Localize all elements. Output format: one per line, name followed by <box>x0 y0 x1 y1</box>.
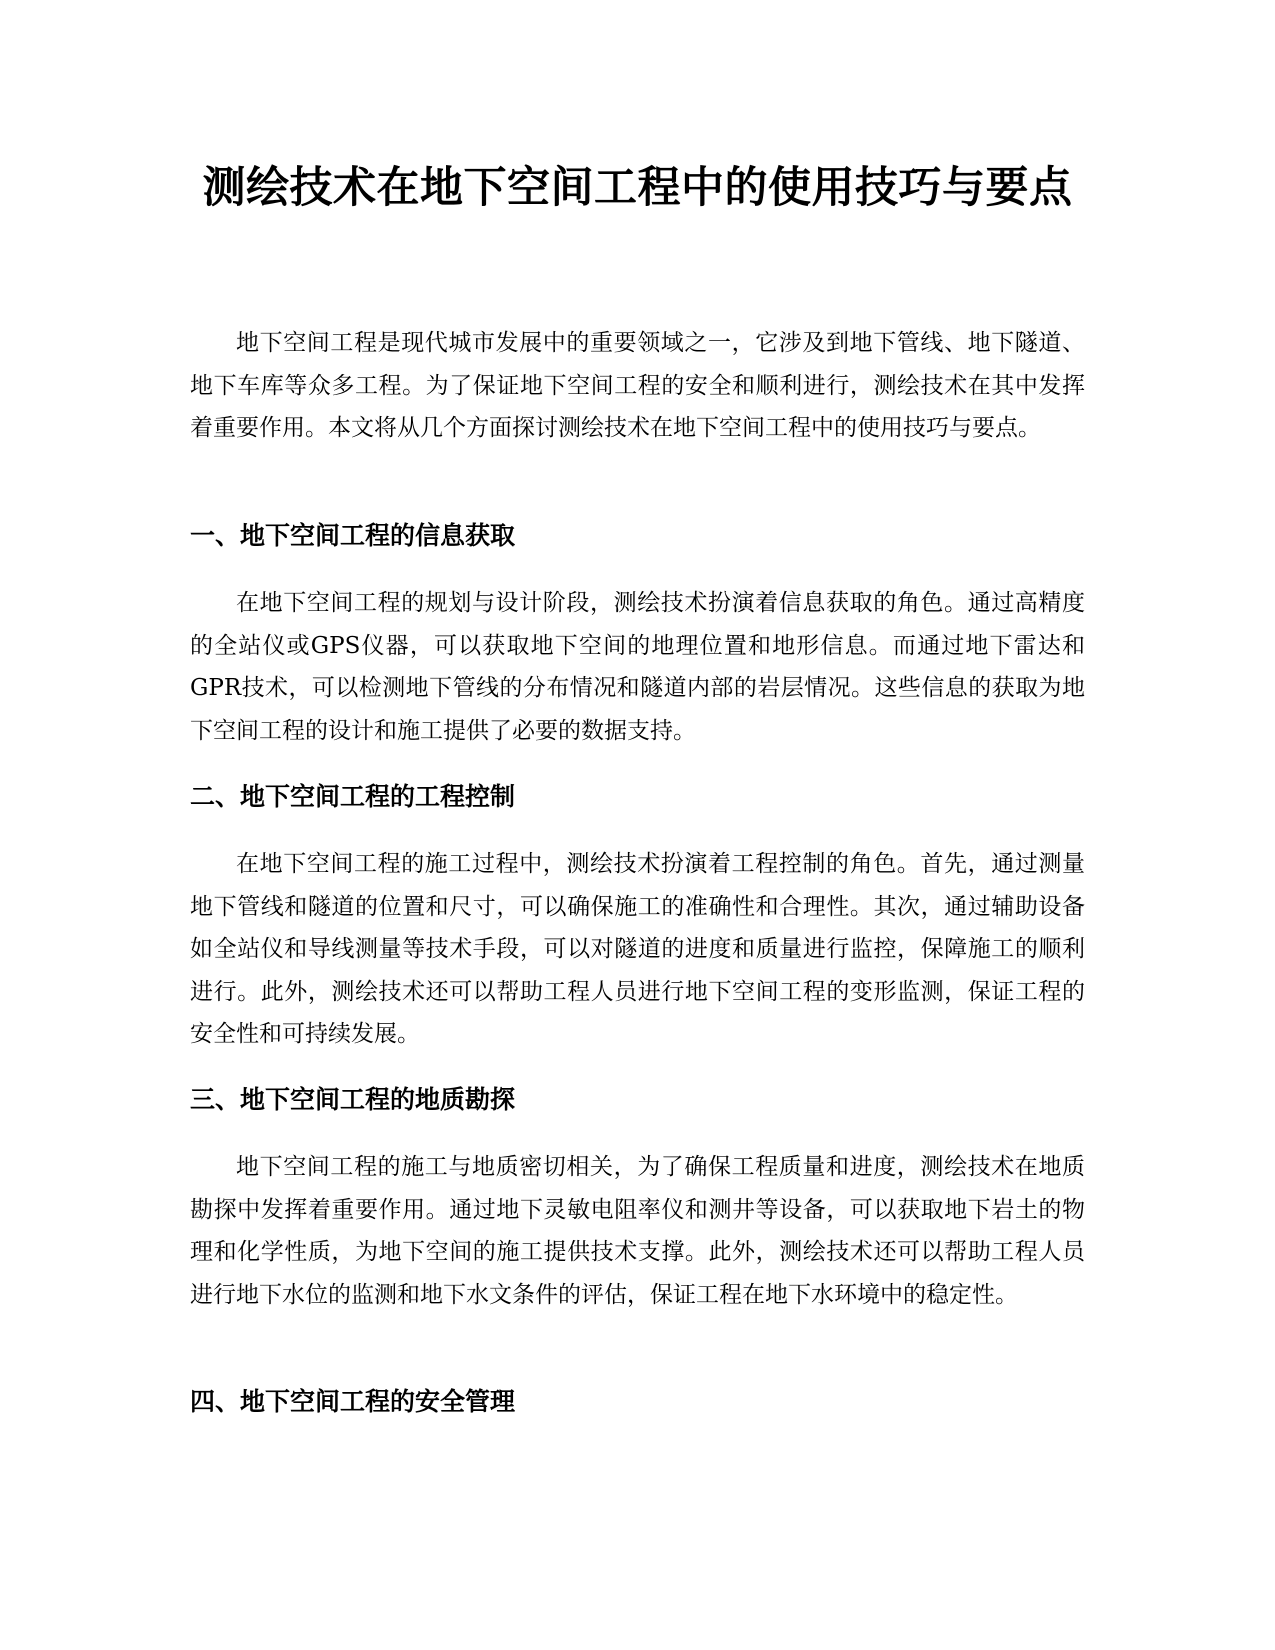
intro-paragraph: 地下空间工程是现代城市发展中的重要领域之一，它涉及到地下管线、地下隧道、地下车库等众多工程。为了保证地下空间工程的安全和顺利进行，测绘技术在其中发挥着重要作用。本文将从几个方面探讨测绘技术在地下空间工程中的使用技巧与要点。 <box>190 330 1085 441</box>
section-1-heading: 一、地下空间工程的信息获取 <box>190 521 516 550</box>
section-1-paragraph: 在地下空间工程的规划与设计阶段，测绘技术扮演着信息获取的角色。通过高精度的全站仪或GPS仪器，可以获取地下空间的地理位置和地形信息。而通过地下雷达和GPR技术，可以检测地下管线的分布情况和隧道内部的岩层情况。这些信息的获取为地下空间工程的设计和施工提供了必要的数据支持。 <box>190 590 1085 744</box>
section-3-heading: 三、地下空间工程的地质勘探 <box>190 1085 516 1114</box>
document-title: 测绘技术在地下空间工程中的使用技巧与要点 <box>202 163 1073 213</box>
section-3-paragraph: 地下空间工程的施工与地质密切相关，为了确保工程质量和进度，测绘技术在地质勘探中发挥着重要作用。通过地下灵敏电阻率仪和测井等设备，可以获取地下岩土的物理和化学性质，为地下空间的施工提供技术支撑。此外，测绘技术还可以帮助工程人员进行地下水位的监测和地下水文条件的评估，保证工程在地下水环境中的稳定性。 <box>190 1154 1085 1308</box>
section-4-heading: 四、地下空间工程的安全管理 <box>190 1387 516 1416</box>
section-2-paragraph: 在地下空间工程的施工过程中，测绘技术扮演着工程控制的角色。首先，通过测量地下管线和隧道的位置和尺寸，可以确保施工的准确性和合理性。其次，通过辅助设备如全站仪和导线测量等技术手段，可以对隧道的进度和质量进行监控，保障施工的顺利进行。此外，测绘技术还可以帮助工程人员进行地下空间工程的变形监测，保证工程的安全性和可持续发展。 <box>190 851 1085 1047</box>
section-2-heading: 二、地下空间工程的工程控制 <box>190 782 516 811</box>
